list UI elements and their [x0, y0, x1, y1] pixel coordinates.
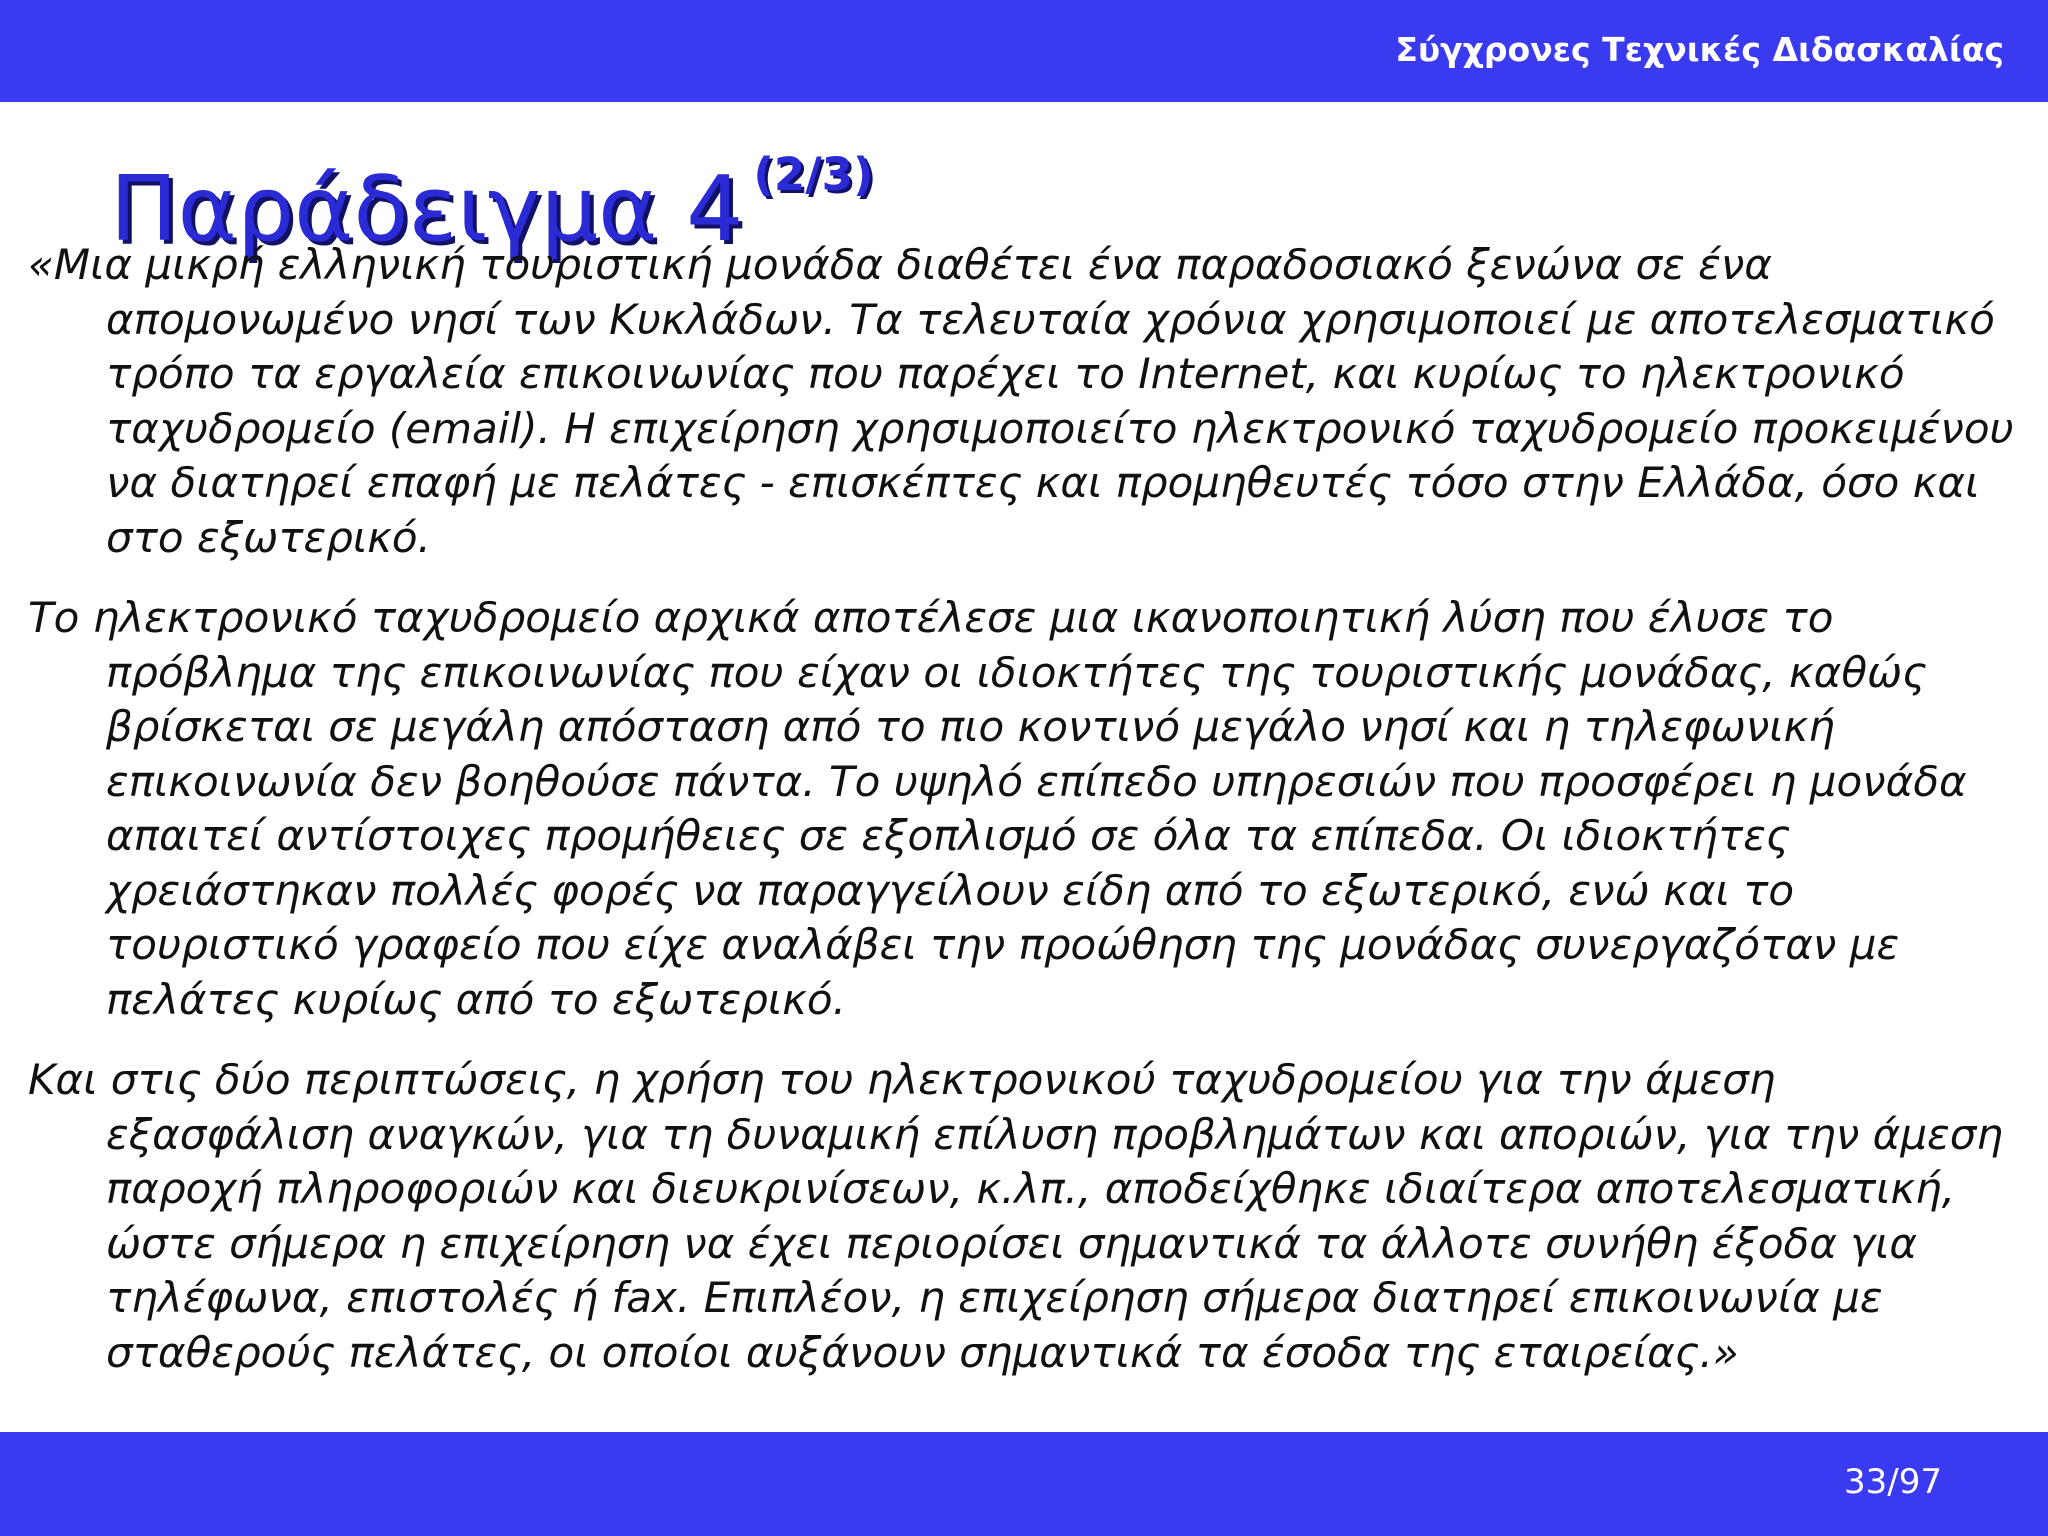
paragraph-3: Και στις δύο περιπτώσεις, η χρήση του ηλεκτρονικού ταχυδρομείου για την άμεση εξασφάλιση αναγκών, για τη δυναμική επίλυση προβλημάτων και αποριών, για την άμεση παροχή πληροφοριών και διευκρινίσεων, κ.λπ., αποδείχθηκε ιδιαίτερα αποτελεσματική, ώστε σήμερα η επιχείρηση να έχει περιορίσει σημαντικά τα άλλοτε συνήθη έξοδα για τηλέφωνα, επιστολές ή fax. Επιπλέον, η επιχείρηση σήμερα διατηρεί επικοινωνία με σταθερούς πελάτες, οι οποίοι αυξάνουν σημαντικά τα έσοδα της εταιρείας.» — [28, 1055, 2003, 1377]
course-title: Σύγχρονες Τεχνικές Διδασκαλίας — [1395, 30, 2004, 69]
slide-part-indicator: (2/3) — [753, 148, 874, 201]
page-number: 33/97 — [1844, 1462, 1942, 1502]
paragraph-1: «Μια μικρή ελληνική τουριστική μονάδα διαθέτει ένα παραδοσιακό ξενώνα σε ένα απομονωμένο νησί των Κυκλάδων. Τα τελευταία χρόνια χρησιμοποιεί με αποτελεσματικό τρόπο τα εργαλεία επικοινωνίας που παρέχει το Internet, και κυρίως το ηλεκτρονικό ταχυδρομείο (email). Η επιχείρηση χρησιμοποιείτο ηλεκτρονικό ταχυδρομείο προκειμένου να διατηρεί επαφή με πελάτες - επισκέπτες και προμηθευτές τόσο στην Ελλάδα, όσο και στο εξωτερικό. — [28, 240, 2014, 562]
slide-body — [28, 238, 2028, 1406]
footer-bar — [0, 1432, 2048, 1536]
slide-title-text: Παράδειγμα 4 — [110, 157, 744, 262]
paragraph-2: Το ηλεκτρονικό ταχυδρομείο αρχικά αποτέλεσε μια ικανοποιητική λύση που έλυσε το πρόβλημα της επικοινωνίας που είχαν οι ιδιοκτήτες της τουριστικής μονάδας, καθώς βρίσκεται σε μεγάλη απόσταση από το πιο κοντινό μεγάλο νησί και η τηλεφωνική επικοινωνία δεν βοηθούσε πάντα. Το υψηλό επίπεδο υπηρεσιών που προσφέρει η μονάδα απαιτεί αντίστοιχες προμήθειες σε εξοπλισμό σε όλα τα επίπεδα. Οι ιδιοκτήτες χρειάστηκαν πολλές φορές να παραγγείλουν είδη από το εξωτερικό, ενώ και το τουριστικό γραφείο που είχε αναλάβει την προώθηση της μονάδας συνεργαζόταν με πελάτες κυρίως από το εξωτερικό. — [28, 593, 1967, 1024]
header-bar — [0, 0, 2048, 102]
